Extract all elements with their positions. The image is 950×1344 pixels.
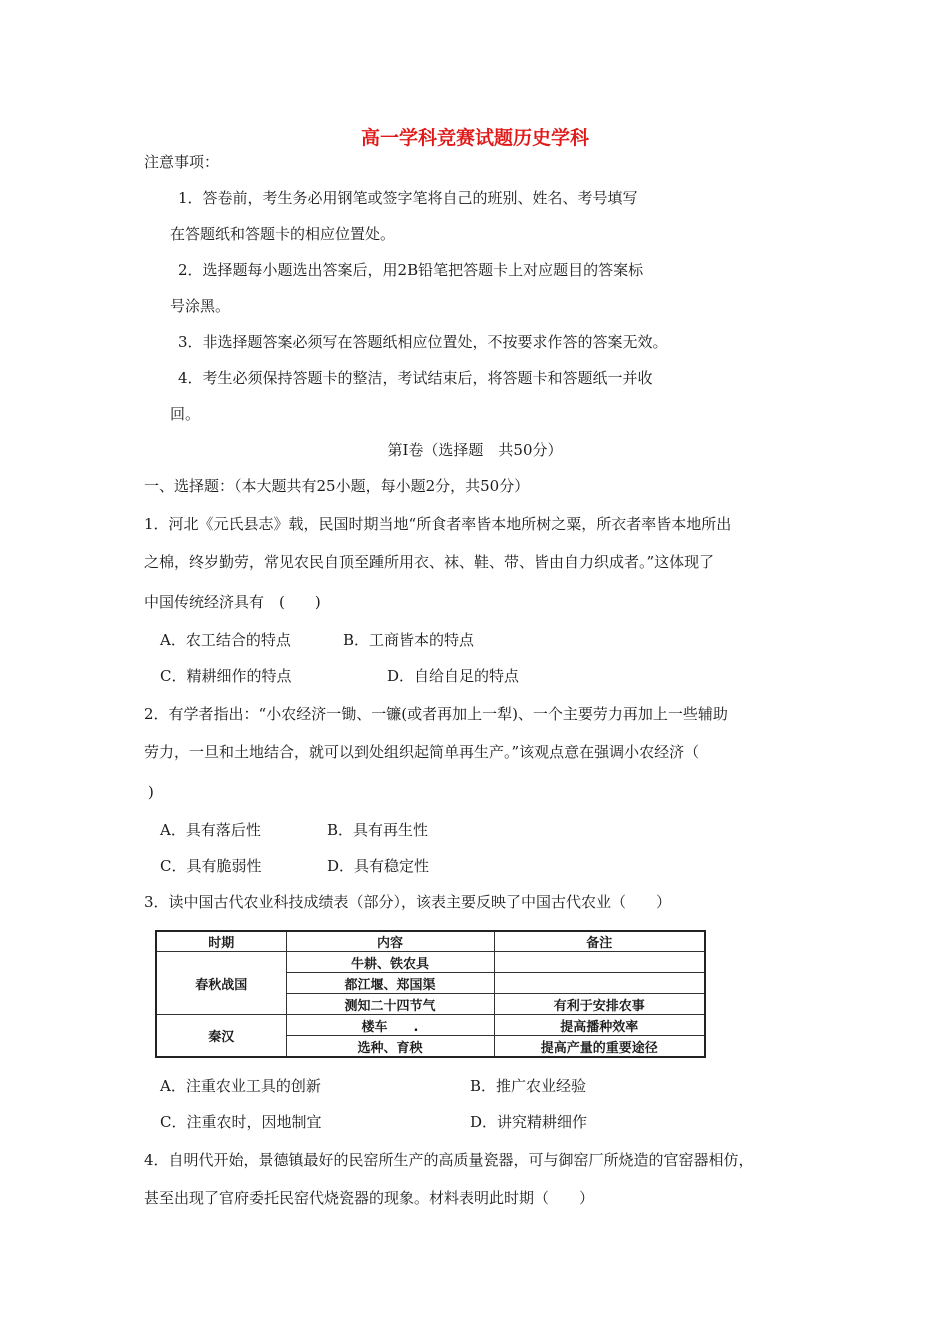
question-3-line-1: 3．读中国古代农业科技成绩表（部分），该表主要反映了中国古代农业（ ） — [144, 893, 672, 911]
question-2-line-3: ) — [148, 783, 154, 801]
table-cell-note: 提高播种效率 — [494, 1015, 705, 1036]
table-cell-note: 有利于安排农事 — [494, 994, 705, 1015]
notice-line-1: 1．答卷前，考生务必用钢笔或签字笔将自己的班别、姓名、考号填写 — [178, 189, 638, 207]
table-row — [156, 952, 705, 973]
table-header: 备注 — [494, 931, 705, 952]
notice-line-3: 3．非选择题答案必须写在答题纸相应位置处，不按要求作答的答案无效。 — [178, 333, 668, 351]
question-3-option-c: C．注重农时，因地制宜 — [160, 1113, 322, 1131]
table-cell-content: 牛耕、铁农具 — [286, 952, 494, 973]
notice-line-1-cont: 在答题纸和答题卡的相应位置处。 — [170, 225, 396, 243]
question-4-line-2: 甚至出现了官府委托民窑代烧瓷器的现象。材料表明此时期（ ） — [144, 1189, 595, 1207]
table-row — [156, 1015, 705, 1036]
question-2-option-c: C．具有脆弱性 — [160, 857, 262, 875]
table-cell-note — [494, 973, 705, 994]
page-title: 高一学科竞赛试题历史学科 — [360, 127, 589, 149]
table-cell-content: 选种、育秧 — [286, 1036, 494, 1058]
question-1-option-c: C．精耕细作的特点 — [160, 667, 292, 685]
question-1-line-1: 1．河北《元氏县志》载，民国时期当地“所食者率皆本地所树之粟，所衣者率皆本地所出 — [144, 515, 732, 533]
notice-line-4-cont: 回。 — [170, 405, 201, 423]
question-3-option-d: D．讲究精耕细作 — [470, 1113, 588, 1131]
question-2-option-d: D．具有稳定性 — [327, 857, 430, 875]
question-1-line-2: 之棉，终岁勤劳，常见农民自顶至踵所用衣、袜、鞋、带、皆由自力织成者。”这体现了 — [144, 553, 715, 571]
table-cell-note: 提高产量的重要途径 — [494, 1036, 705, 1058]
question-1-line-3: 中国传统经济具有 ( ) — [144, 593, 321, 611]
notice-line-2: 2．选择题每小题选出答案后，用2B铅笔把答题卡上对应题目的答案标 — [178, 261, 644, 279]
agriculture-tech-table — [155, 930, 706, 1058]
table-header-row — [156, 931, 705, 952]
question-3-option-a: A．注重农业工具的创新 — [160, 1077, 321, 1095]
table-cell-period: 秦汉 — [156, 1015, 286, 1058]
table-cell-period: 春秋战国 — [156, 952, 286, 1015]
question-4-line-1: 4．自明代开始，景德镇最好的民窑所生产的高质量瓷器，可与御窑厂所烧造的官窑器相仿， — [144, 1151, 754, 1169]
notice-line-2-cont: 号涂黑。 — [170, 297, 231, 315]
table-header: 时期 — [156, 931, 286, 952]
table-cell-content: 测知二十四节气 — [286, 994, 494, 1015]
question-2-line-2: 劳力，一旦和土地结合，就可以到处组织起简单再生产。”该观点意在强调小农经济（ — [144, 743, 700, 761]
question-2-option-a: A．具有落后性 — [160, 821, 261, 839]
notice-heading: 注意事项： — [144, 153, 220, 171]
table-header: 内容 — [286, 931, 494, 952]
table-cell-content: 都江堰、郑国渠 — [286, 973, 494, 994]
question-1-option-b: B．工商皆本的特点 — [343, 631, 475, 649]
notice-line-4: 4．考生必须保持答题卡的整洁，考试结束后，将答题卡和答题纸一并收 — [178, 369, 653, 387]
section-title: 第Ⅰ卷（选择题 共50分） — [387, 441, 563, 459]
question-1-option-a: A．农工结合的特点 — [160, 631, 291, 649]
question-2-line-1: 2．有学者指出：“小农经济一锄、一镰(或者再加上一犁)、一个主要劳力再加上一些辅助 — [144, 705, 728, 723]
part-heading: 一、选择题：（本大题共有25小题，每小题2分，共50分） — [144, 477, 530, 495]
question-1-option-d: D．自给自足的特点 — [387, 667, 520, 685]
question-2-option-b: B．具有再生性 — [327, 821, 429, 839]
table-cell-note — [494, 952, 705, 973]
table-cell-content: 楼车 . — [286, 1015, 494, 1036]
question-3-option-b: B．推广农业经验 — [470, 1077, 587, 1095]
